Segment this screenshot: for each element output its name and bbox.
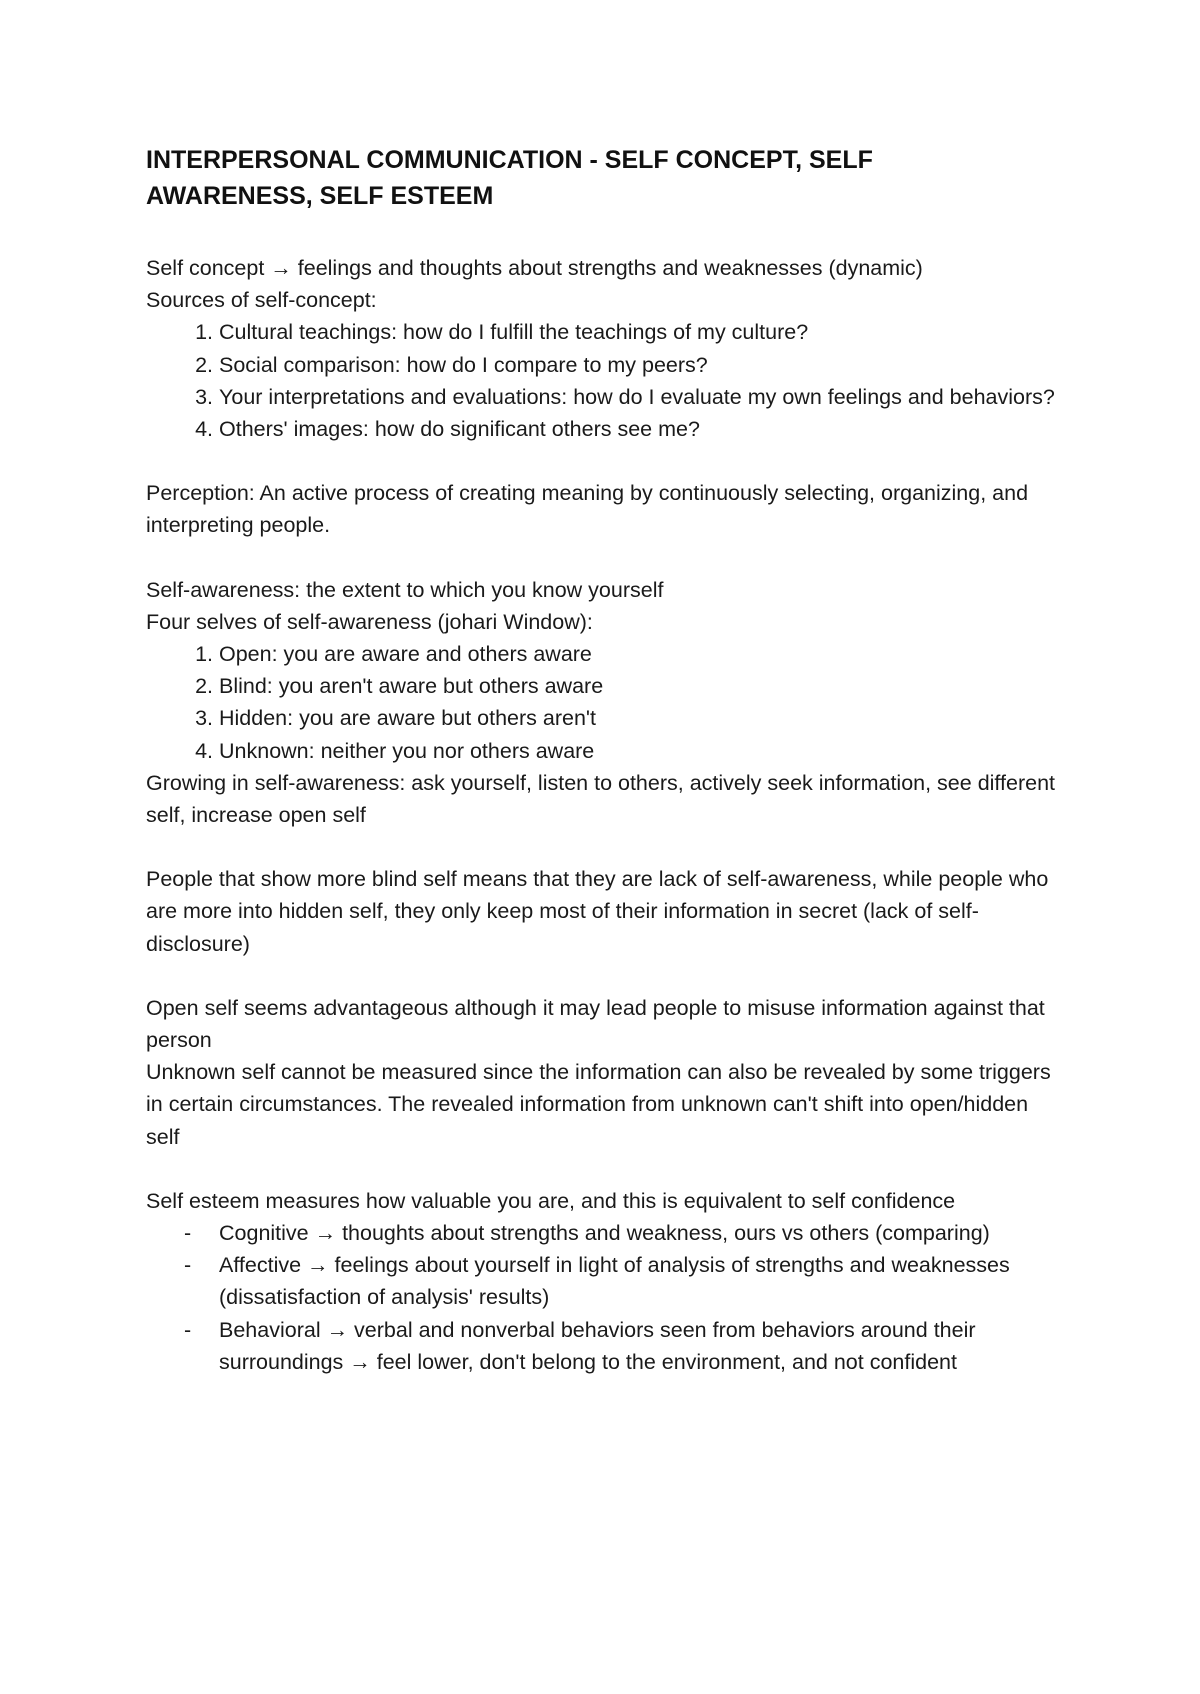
- list-item-text: Unknown: neither you nor others aware: [219, 738, 595, 763]
- self-concept-definition: Self concept → feelings and thoughts about strengths and weaknesses (dynamic): [146, 256, 923, 280]
- unknown-self-paragraph: Unknown self cannot be measured since the information can also be revealed by some triggers in certain circumstances. The revealed information from unknown can't shift into open/hidden self: [146, 1060, 1051, 1149]
- list-item: [146, 1249, 1060, 1313]
- list-marker: 1.: [195, 320, 213, 345]
- list-marker: -: [184, 1221, 192, 1246]
- document-title: INTERPERSONAL COMMUNICATION - SELF CONCEPT, SELF AWARENESS, SELF ESTEEM: [146, 146, 873, 210]
- list-item: [146, 349, 1060, 381]
- sources-heading: Sources of self-concept:: [146, 288, 377, 313]
- list-marker: 4.: [195, 738, 213, 763]
- list-item-text: Others' images: how do significant others see me?: [219, 417, 700, 442]
- list-item-text: Affective → feelings about yourself in light of analysis of strengths and weaknesses (dissatisfaction of analysis' results): [219, 1253, 1010, 1310]
- paragraph-gap: [146, 542, 1060, 574]
- list-item: [146, 670, 1060, 702]
- list-item: [146, 316, 1060, 348]
- list-item-text: Hidden: you are aware but others aren't: [219, 706, 596, 731]
- self-esteem-definition: Self esteem measures how valuable you are, and this is equivalent to self confidence: [146, 1188, 956, 1213]
- open-self-paragraph: Open self seems advantageous although it may lead people to misuse information against that person: [146, 995, 1045, 1053]
- list-item-text: Cognitive → thoughts about strengths and weakness, ours vs others (comparing): [219, 1221, 990, 1246]
- perception-paragraph: Perception: An active process of creating meaning by continuously selecting, organizing, and interpreting people.: [146, 481, 1029, 538]
- list-item: [146, 1314, 1060, 1378]
- list-item: [146, 1217, 1060, 1249]
- sources-list: [146, 316, 1060, 445]
- list-marker: 3.: [195, 706, 213, 731]
- selves-heading: Four selves of self-awareness (johari Window):: [146, 609, 593, 634]
- list-item-text: Behavioral → verbal and nonverbal behaviors seen from behaviors around their surroundings → feel lower, don't belong to the environment, and not confident: [219, 1317, 976, 1374]
- list-item-text: Blind: you aren't aware but others aware: [219, 674, 604, 699]
- list-marker: -: [184, 1253, 192, 1278]
- list-item-text: Cultural teachings: how do I fulfill the teachings of my culture?: [219, 320, 809, 345]
- paragraph-gap: [146, 960, 1060, 992]
- self-awareness-definition: Self-awareness: the extent to which you know yourself: [146, 577, 664, 602]
- list-marker: 1.: [195, 642, 213, 667]
- list-item: [146, 638, 1060, 670]
- list-item-text: Social comparison: how do I compare to my peers?: [219, 352, 708, 377]
- list-item: [146, 381, 1060, 413]
- list-marker: 3.: [195, 384, 213, 409]
- list-marker: 2.: [195, 352, 213, 377]
- list-marker: 2.: [195, 674, 213, 699]
- paragraph-gap: [146, 445, 1060, 477]
- paragraph-gap: [146, 1153, 1060, 1185]
- list-marker: 4.: [195, 417, 213, 442]
- selves-list: [146, 638, 1060, 767]
- list-item-text: Your interpretations and evaluations: how do I evaluate my own feelings and behaviors?: [219, 384, 1055, 409]
- blind-hidden-paragraph: People that show more blind self means that they are lack of self-awareness, while people who are more into hidden self, they only keep most of their information in secret (lack of self-disclosure): [146, 867, 1049, 956]
- growing-paragraph: Growing in self-awareness: ask yourself, listen to others, actively seek information, see different self, increase open self: [146, 770, 1055, 828]
- list-item: [146, 413, 1060, 445]
- paragraph-gap: [146, 831, 1060, 863]
- list-item-text: Open: you are aware and others aware: [219, 642, 592, 667]
- list-item: [146, 702, 1060, 734]
- list-marker: -: [184, 1317, 192, 1342]
- list-item: [146, 735, 1060, 767]
- self-esteem-components: [146, 1217, 1060, 1378]
